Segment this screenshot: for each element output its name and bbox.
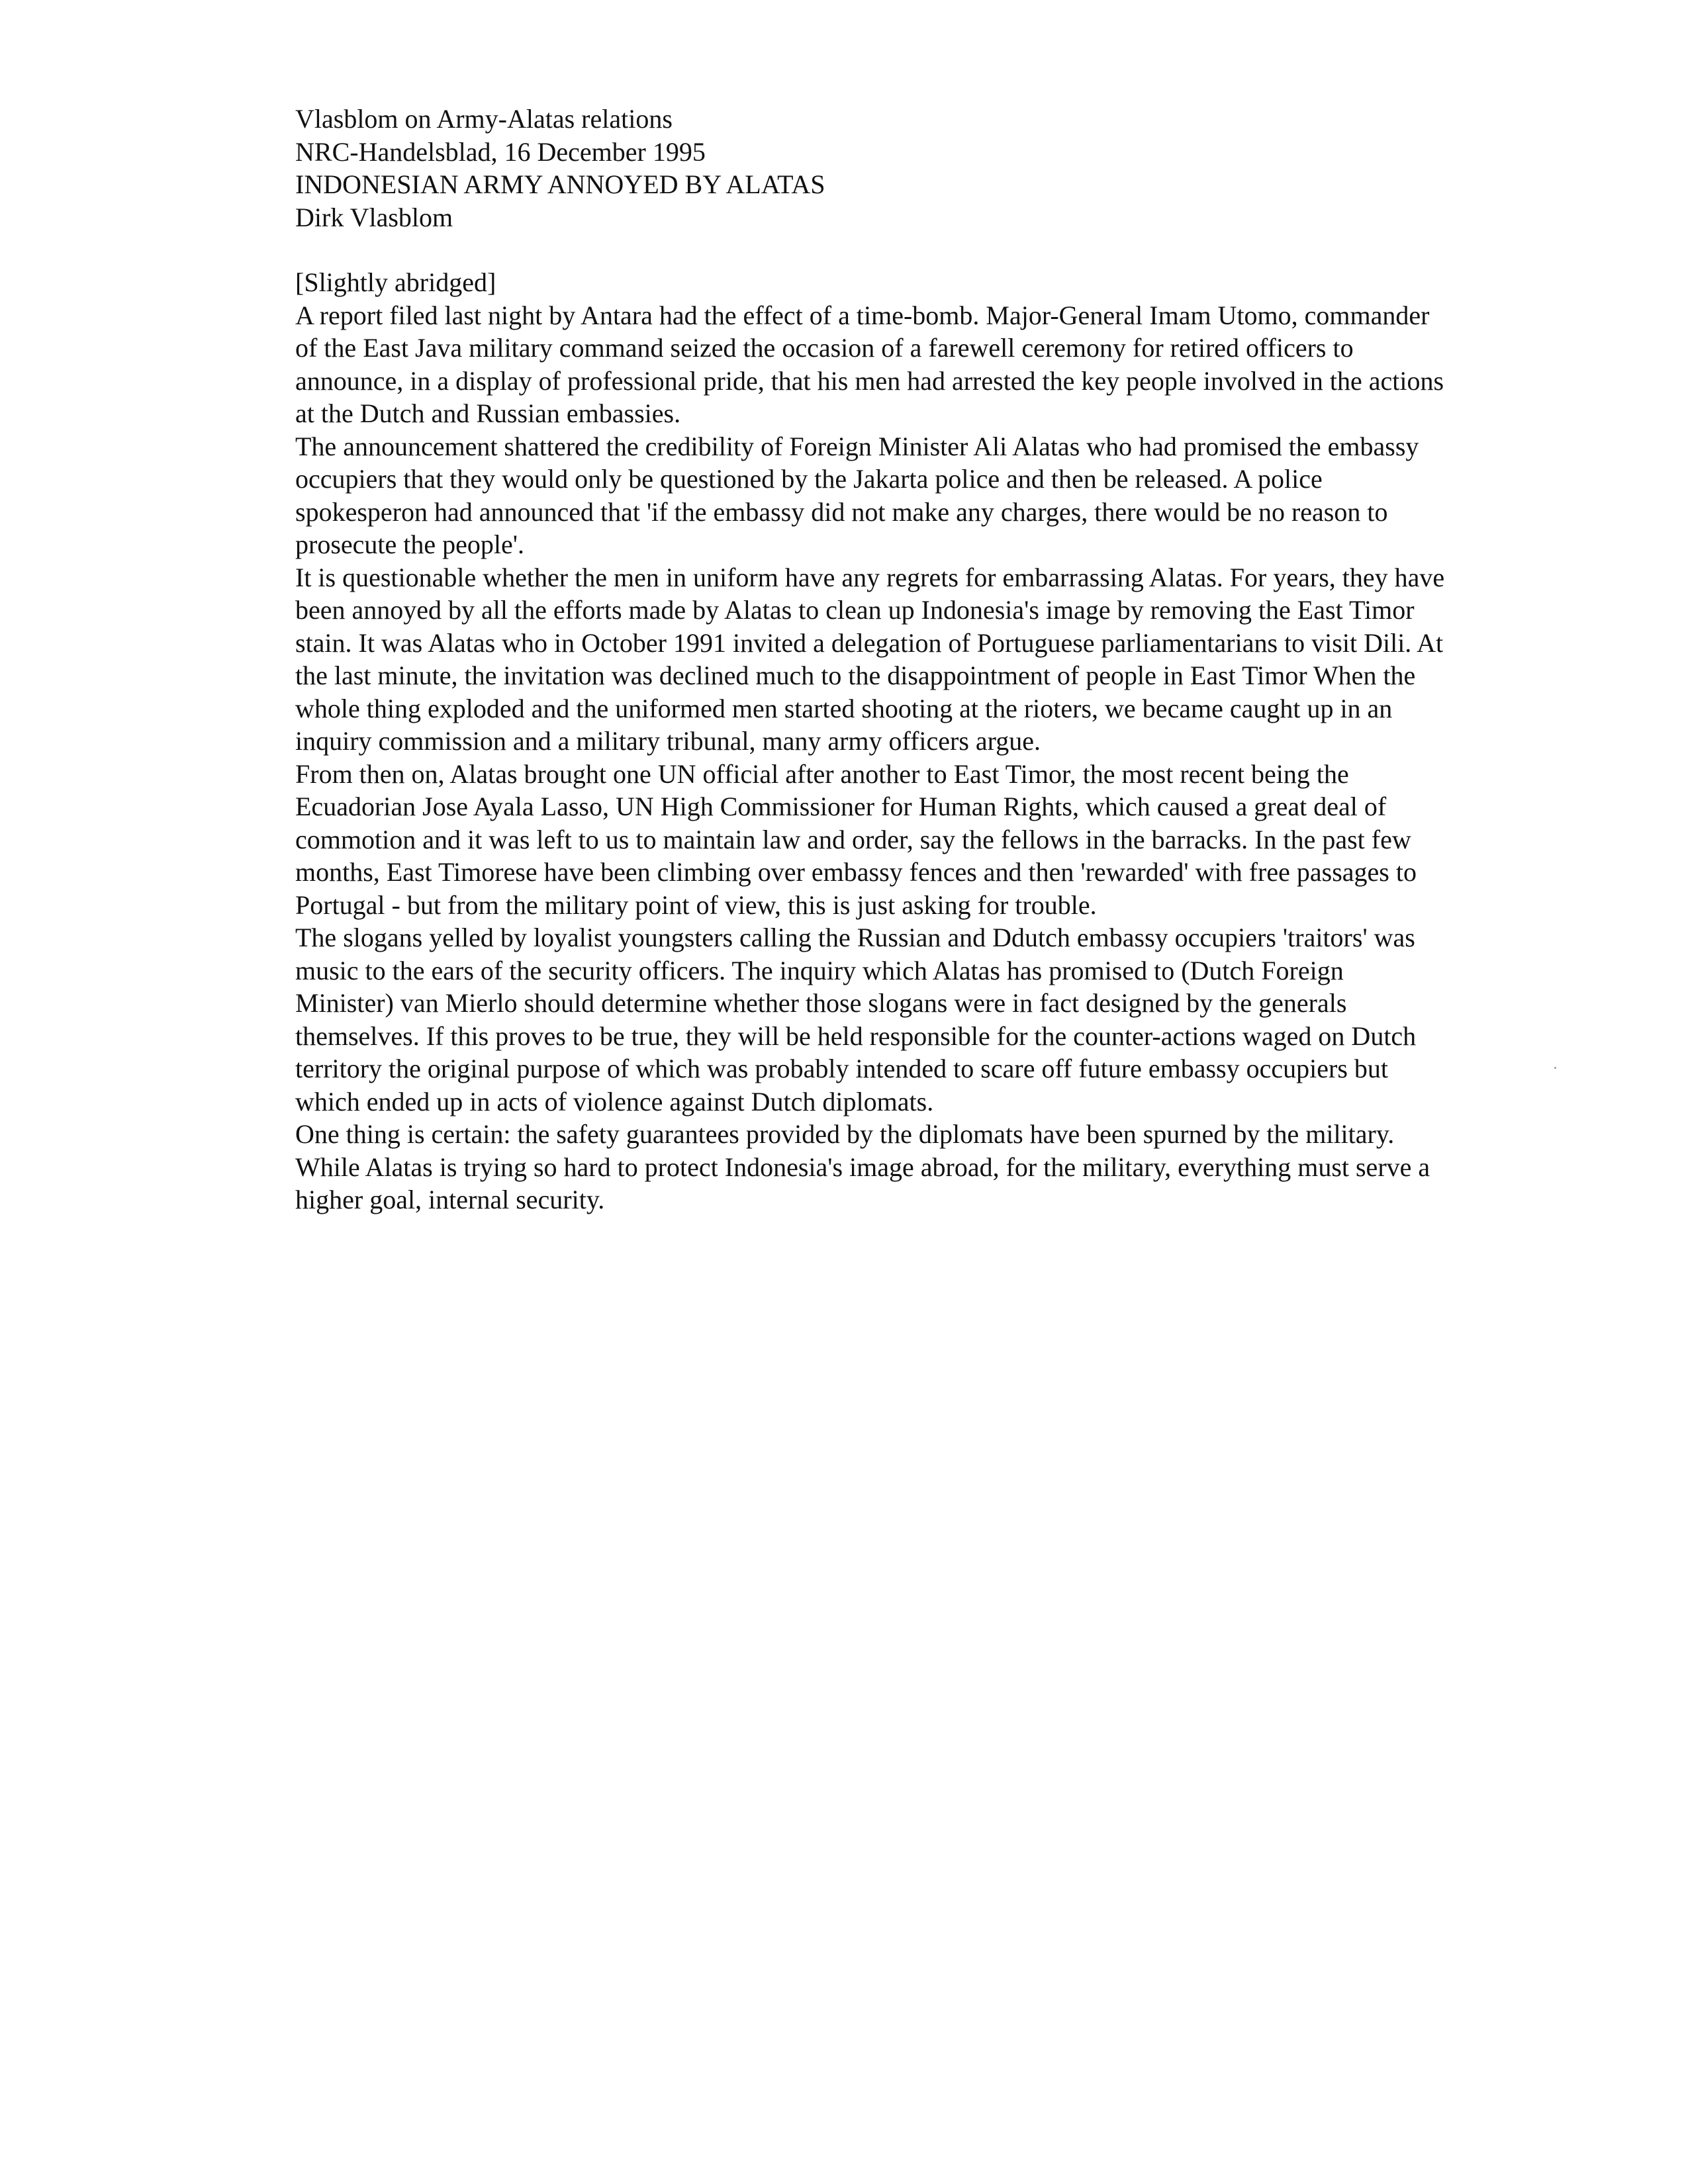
scan-speck (1554, 1067, 1556, 1069)
paragraph-6: One thing is certain: the safety guarantees provided by the diplomats have been spurned by the military. While Alatas is trying so hard to protect Indonesia's image abroad, for the military, everything must serve a higher goal, internal security. (295, 1119, 1430, 1214)
headline-block (295, 168, 1447, 234)
paragraph-5: The slogans yelled by loyalist youngsters calling the Russian and Ddutch embassy occupiers 'traitors' was music to the ears of the security officers. The inquiry which Alatas has promised to (Dutch Foreign Minister) van Mierlo should determine whether those slogans were in fact designed by the generals themselves. If this proves to be true, they will be held responsible for the counter-actions waged on Dutch territory the original purpose of which was probably intended to scare off future embassy occupiers but which ended up in acts of violence against Dutch diplomats. (295, 923, 1417, 1116)
topic-line: Vlasblom on Army-Alatas relations (295, 104, 673, 134)
paragraph-4: From then on, Alatas brought one UN official after another to East Timor, the most recent being the Ecuadorian Jose Ayala Lasso, UN High Commissioner for Human Rights, which caused a great deal of commotion and it was left to us to maintain law and order, say the fellows in the barracks. In the past few months, East Timorese have been climbing over embassy fences and then 'rewarded' with free passages to Portugal - but from the military point of view, this is just asking for trouble. (295, 758, 1417, 920)
author-line: Dirk Vlasblom (295, 202, 453, 232)
paragraph-2: The announcement shattered the credibility of Foreign Minister Ali Alatas who had promised the embassy occupiers that they would only be questioned by the Jakarta police and then be released. A police spokesperon had announced that 'if the embassy did not make any charges, there would be no reason to prosecute the people'. (295, 431, 1419, 559)
paragraph-3: It is questionable whether the men in uniform have any regrets for embarrassing Alatas. For years, they have been annoyed by all the efforts made by Alatas to clean up Indonesia's image by removing the East Timor stain. It was Alatas who in October 1991 invited a delegation of Portuguese parliamentarians to visit Dili. At the last minute, the invitation was declined much to the disappointment of people in East Timor When the whole thing exploded and the uniformed men started shooting at the rioters, we became caught up in an inquiry commission and a military tribunal, many army officers argue. (295, 562, 1445, 756)
source-line: NRC-Handelsblad, 16 December 1995 (295, 136, 706, 167)
abridged-note: [Slightly abridged] (295, 267, 496, 297)
headline: INDONESIAN ARMY ANNOYED BY ALATAS (295, 169, 825, 199)
document-body (295, 103, 1447, 1216)
paragraph-1: A report filed last night by Antara had the effect of a time-bomb. Major-General Imam Utomo, commander of the East Java military command seized the occasion of a farewell ceremony for retired officers to announce, in a display of professional pride, that his men had arrested the key people involved in the actions at the Dutch and Russian embassies. (295, 300, 1444, 428)
